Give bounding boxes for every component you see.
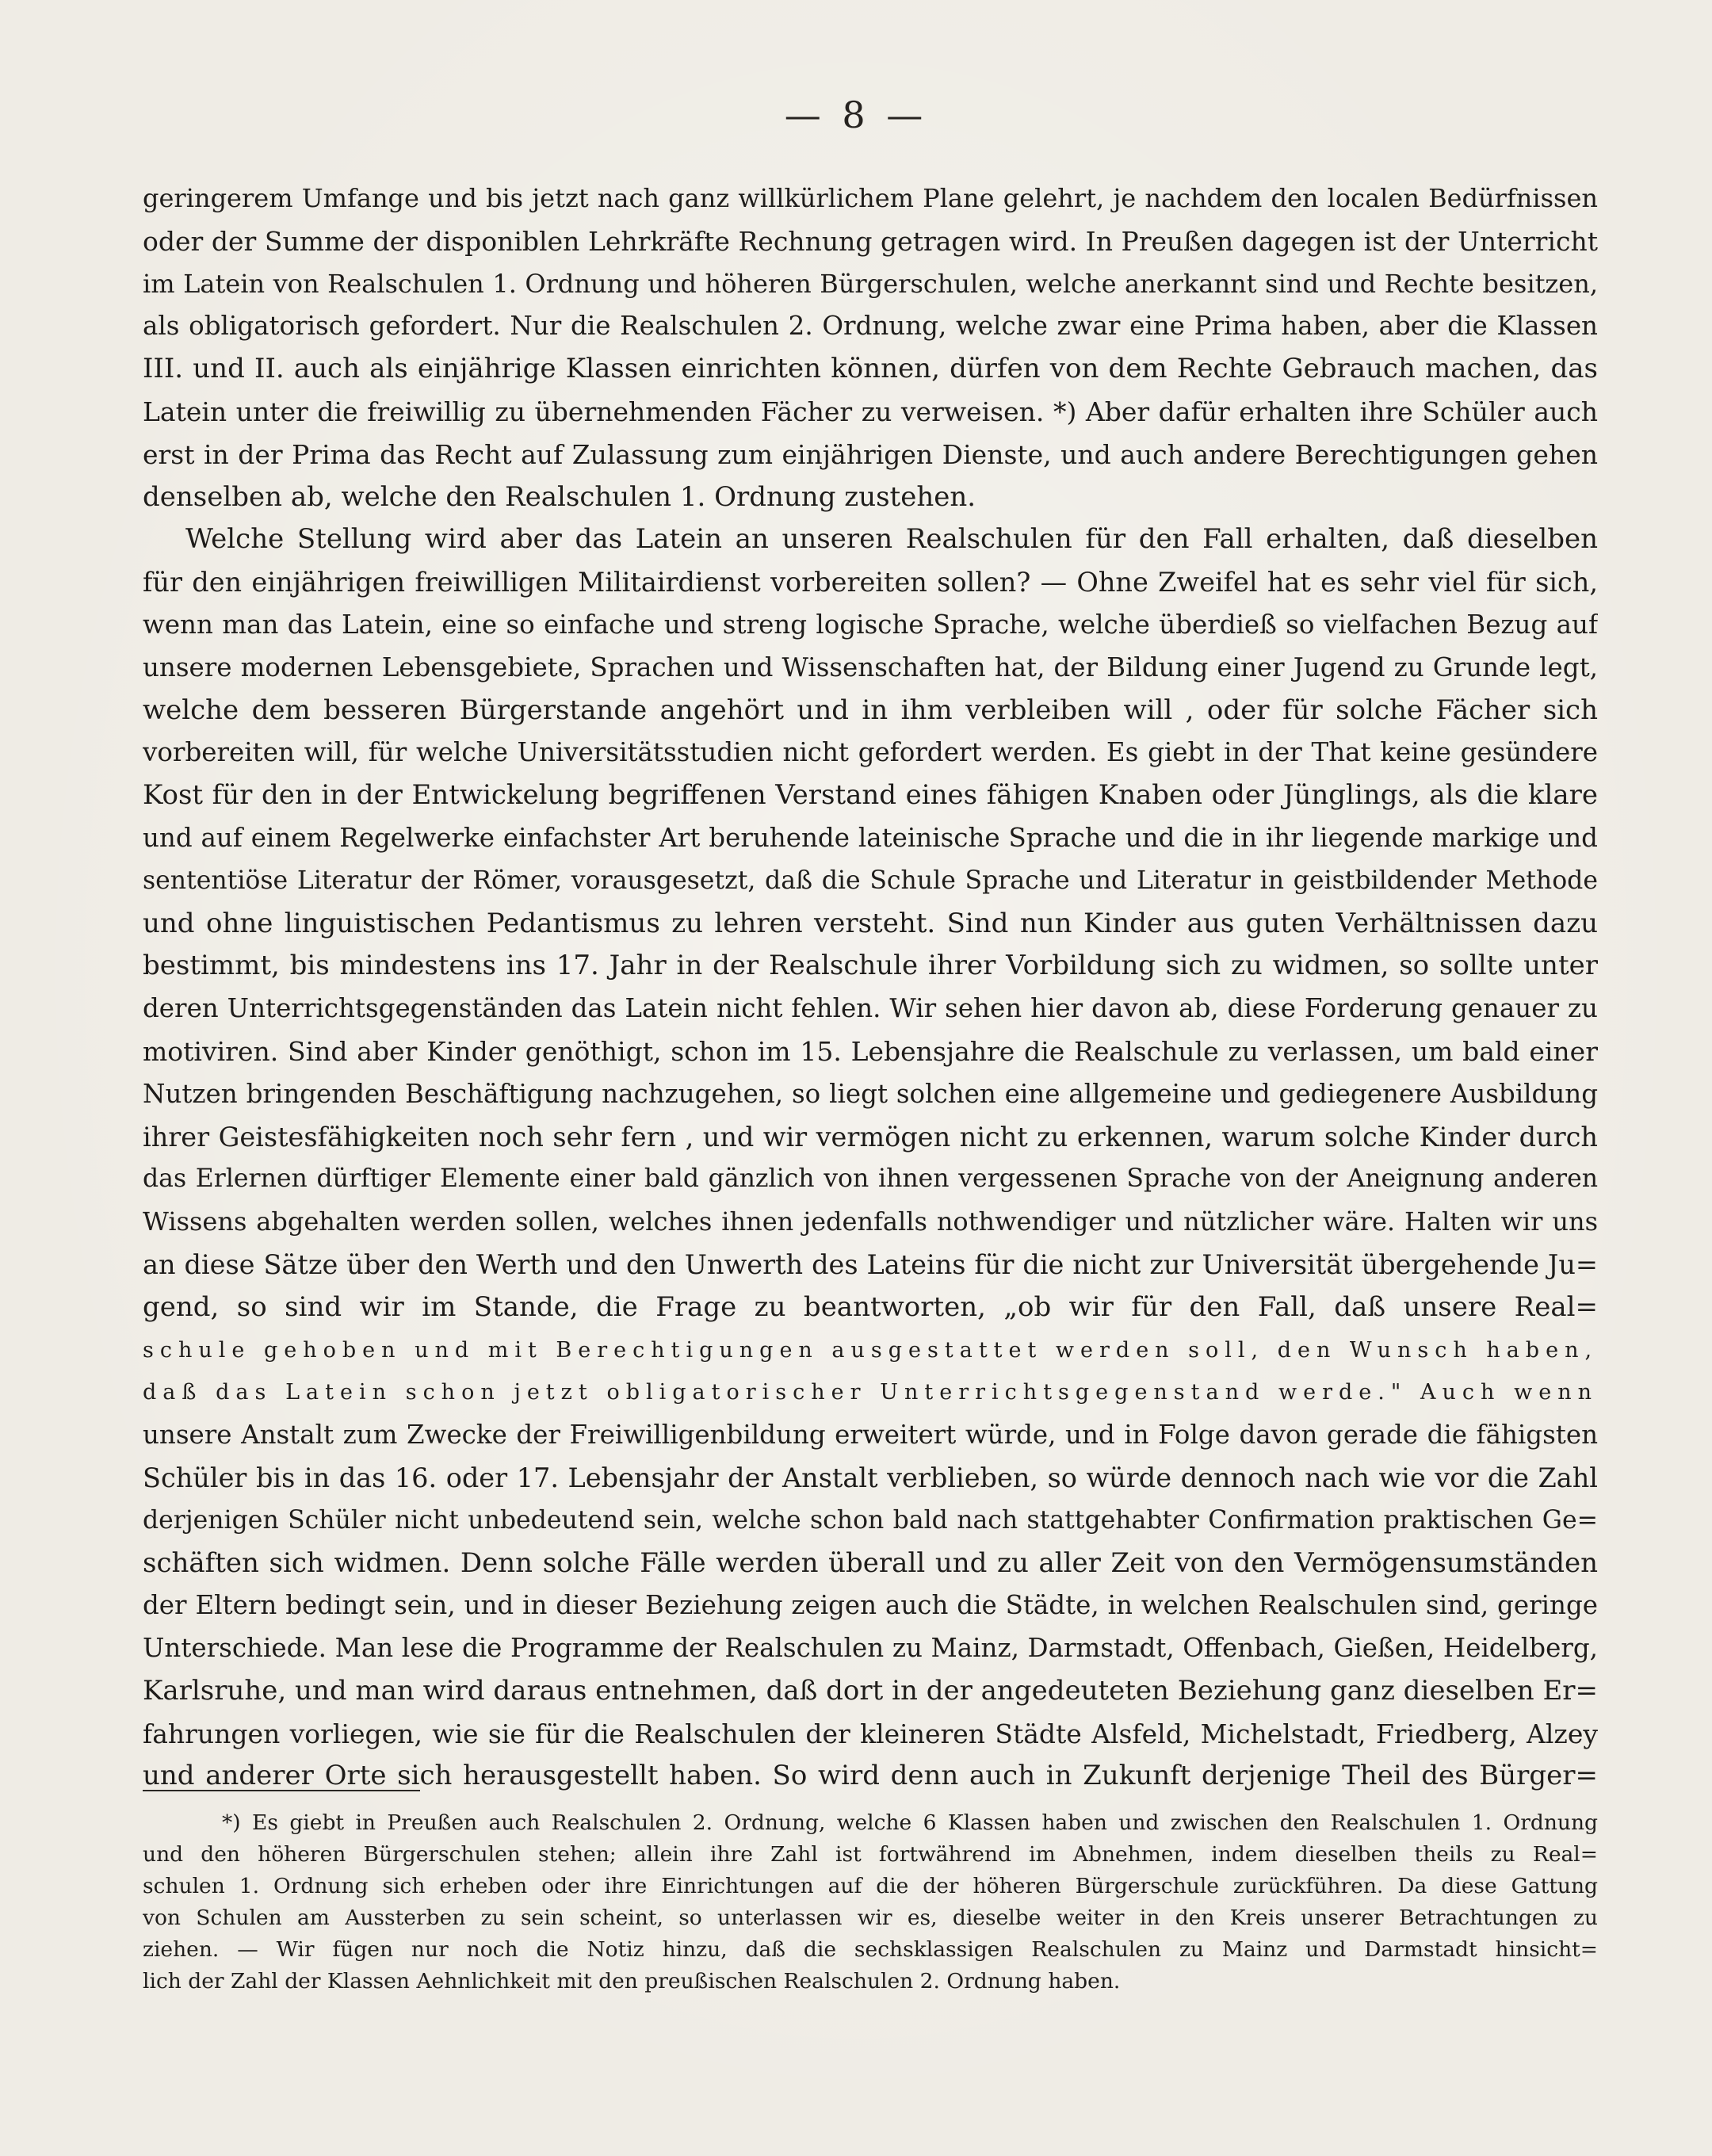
text-line: III. und II. auch als einjährige Klassen einrichten können, dürfen von dem Rechte Gebrauch machen, das xyxy=(143,353,1598,385)
text-line: sententiöse Literatur der Römer, vorausgesetzt, daß die Schule Sprache und Literatur in geistbildender Methode xyxy=(143,866,1598,895)
footnote xyxy=(143,1807,1598,1997)
emphasized-text-line: schule gehoben und mit Berechtigungen ausgestattet werden soll, den Wunsch haben, xyxy=(143,1337,1598,1363)
text-line: motiviren. Sind aber Kinder genöthigt, schon im 15. Lebensjahre die Realschule zu verlassen, um bald einer xyxy=(143,1035,1598,1067)
paragraph-start-line: Welche Stellung wird aber das Latein an unseren Realschulen für den Fall erhalten, daß dieselben xyxy=(185,523,1598,556)
text-line: denselben ab, welche den Realschulen 1. Ordnung zustehen. xyxy=(143,480,976,513)
text-line: wenn man das Latein, eine so einfache und streng logische Sprache, welche überdieß so vielfachen Bezug auf xyxy=(143,609,1598,640)
text-line: Nutzen bringenden Beschäftigung nachzugehen, so liegt solchen eine allgemeine und gediegenere Ausbildung xyxy=(143,1078,1598,1109)
text-line: schäften sich widmen. Denn solche Fälle werden überall und zu aller Zeit von den Vermögensumständen xyxy=(143,1546,1598,1579)
emphasized-text-line: daß das Latein schon jetzt obligatorischer Unterrichtsgegenstand werde." Auch wenn xyxy=(143,1380,1598,1405)
text-line: gend, so sind wir im Stande, die Frage zu beantworten, „ob wir für den Fall, daß unsere Real= xyxy=(143,1290,1598,1323)
text-line: für den einjährigen freiwilligen Militairdienst vorbereiten sollen? — Ohne Zweifel hat es sehr viel für sich, xyxy=(143,567,1598,598)
footnote-line: von Schulen am Aussterben zu sein scheint, so unterlassen wir es, dieselbe weiter in den Kreis unserer Betrachtungen zu xyxy=(143,1906,1598,1930)
text-line: im Latein von Realschulen 1. Ordnung und höheren Bürgerschulen, welche anerkannt sind und Rechte besitzen, xyxy=(143,268,1598,299)
text-line: vorbereiten will, für welche Universitätsstudien nicht gefordert werden. Es giebt in der That keine gesündere xyxy=(143,737,1598,768)
text-line: und anderer Orte sich herausgestellt haben. So wird denn auch in Zukunft derjenige Theil des Bürger= xyxy=(143,1760,1598,1792)
text-line: fahrungen vorliegen, wie sie für die Realschulen der kleineren Städte Alsfeld, Michelstadt, Friedberg, Alzey xyxy=(143,1718,1598,1749)
text-line: unsere Anstalt zum Zwecke der Freiwilligenbildung erweitert würde, und in Folge davon gerade die fähigsten xyxy=(143,1420,1598,1451)
text-line: der Eltern bedingt sein, und in dieser Beziehung zeigen auch die Städte, in welchen Realschulen sind, geringe xyxy=(143,1590,1598,1621)
text-line: Latein unter die freiwillig zu übernehmenden Fächer zu verweisen. *) Aber dafür erhalten ihre Schüler auch xyxy=(143,396,1598,427)
text-line: das Erlernen dürftiger Elemente einer bald gänzlich von ihnen vergessenen Sprache von der Aneignung anderen xyxy=(143,1164,1598,1194)
text-line: Kost für den in der Entwickelung begriffenen Verstand eines fähigen Knaben oder Jünglings, als die klare xyxy=(143,779,1598,812)
footnote-line: und den höheren Bürgerschulen stehen; allein ihre Zahl ist fortwährend im Abnehmen, indem dieselben theils zu Real= xyxy=(143,1842,1598,1867)
text-line: erst in der Prima das Recht auf Zulassung zum einjährigen Dienste, und auch andere Berechtigungen gehen xyxy=(143,438,1598,470)
text-line: Karlsruhe, und man wird daraus entnehmen, daß dort in der angedeuteten Beziehung ganz dieselben Er= xyxy=(143,1674,1598,1707)
text-line: und ohne linguistischen Pedantismus zu lehren versteht. Sind nun Kinder aus guten Verhältnissen dazu xyxy=(143,907,1598,939)
text-line: unsere modernen Lebensgebiete, Sprachen und Wissenschaften hat, der Bildung einer Jugend zu Grunde legt, xyxy=(143,652,1598,682)
footnote-line: lich der Zahl der Klassen Aehnlichkeit mit den preußischen Realschulen 2. Ordnung haben. xyxy=(143,1969,1121,1994)
text-line: Schüler bis in das 16. oder 17. Lebensjahr der Anstalt verblieben, so würde dennoch nach wie vor die Zahl xyxy=(143,1462,1598,1493)
text-line: geringerem Umfange und bis jetzt nach ganz willkürlichem Plane gelehrt, je nachdem den localen Bedürfnissen xyxy=(143,183,1598,213)
text-line: bestimmt, bis mindestens ins 17. Jahr in der Realschule ihrer Vorbildung sich zu widmen, so sollte unter xyxy=(143,950,1598,982)
text-line: deren Unterrichtsgegenständen das Latein nicht fehlen. Wir sehen hier davon ab, diese Forderung genauer zu xyxy=(143,993,1598,1024)
text-line: an diese Sätze über den Werth und den Unwerth des Lateins für die nicht zur Universität übergehende Ju= xyxy=(143,1248,1598,1280)
text-line: welche dem besseren Bürgerstande angehört und in ihm verbleiben will , oder für solche Fächer sich xyxy=(143,694,1598,726)
footnote-line: schulen 1. Ordnung sich erheben oder ihre Einrichtungen auf die der höheren Bürgerschule zurückführen. Da diese Gattung xyxy=(143,1874,1598,1898)
body-text xyxy=(143,178,1598,1792)
text-line: und auf einem Regelwerke einfachster Art beruhende lateinische Sprache und die in ihr liegende markige und xyxy=(143,822,1598,853)
footnote-line: ziehen. — Wir fügen nur noch die Notiz hinzu, daß die sechsklassigen Realschulen zu Mainz und Darmstadt hinsicht= xyxy=(143,1937,1598,1962)
text-line: Unterschiede. Man lese die Programme der Realschulen zu Mainz, Darmstadt, Offenbach, Gießen, Heidelberg, xyxy=(143,1633,1598,1664)
footnote-line: *) Es giebt in Preußen auch Realschulen 2. Ordnung, welche 6 Klassen haben und zwischen den Realschulen 1. Ordnung xyxy=(222,1810,1598,1835)
text-line: Wissens abgehalten werden sollen, welches ihnen jedenfalls nothwendiger und nützlicher wäre. Halten wir uns xyxy=(143,1206,1598,1237)
text-line: als obligatorisch gefordert. Nur die Realschulen 2. Ordnung, welche zwar eine Prima haben, aber die Klassen xyxy=(143,311,1598,342)
text-line: ihrer Geistesfähigkeiten noch sehr fern , und wir vermögen nicht zu erkennen, warum solche Kinder durch xyxy=(143,1121,1598,1153)
text-line: oder der Summe der disponiblen Lehrkräfte Rechnung getragen wird. In Preußen dagegen ist der Unterricht xyxy=(143,225,1598,257)
text-line: derjenigen Schüler nicht unbedeutend sein, welche schon bald nach stattgehabter Confirmation praktischen Ge= xyxy=(143,1505,1598,1535)
footnote-divider xyxy=(143,1790,420,1791)
page-number: — 8 — xyxy=(784,94,928,136)
